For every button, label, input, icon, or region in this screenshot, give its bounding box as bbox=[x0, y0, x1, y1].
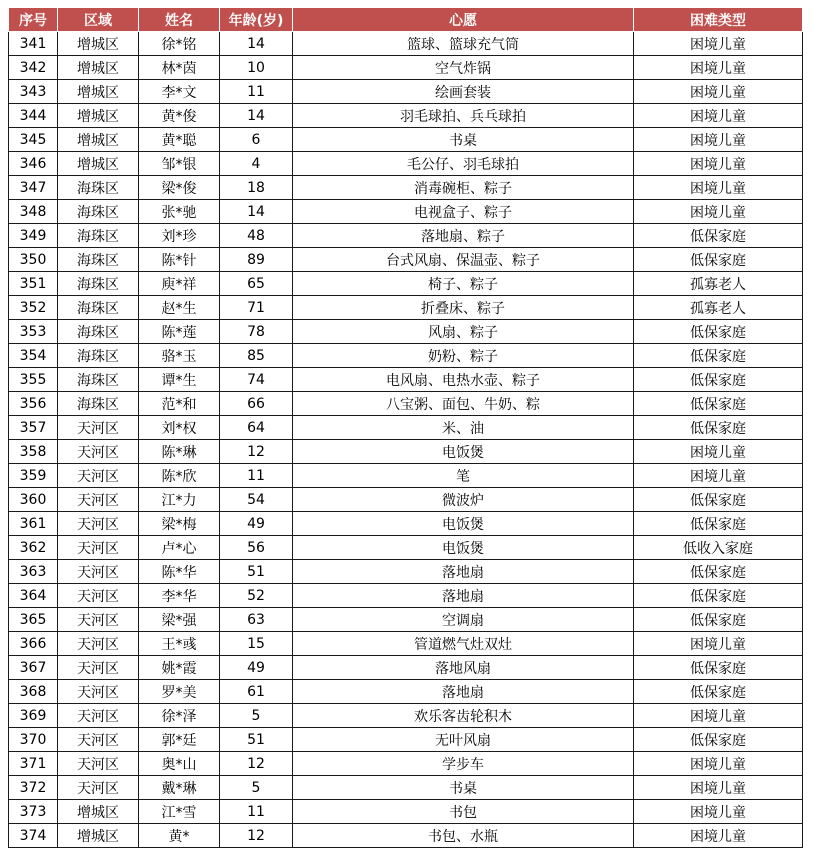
district-cell: 天河区 bbox=[58, 416, 139, 440]
age-cell: 64 bbox=[220, 416, 293, 440]
name-cell: 陈*针 bbox=[139, 248, 220, 272]
wish-cell: 消毒碗柜、粽子 bbox=[293, 176, 634, 200]
district-cell: 海珠区 bbox=[58, 224, 139, 248]
name-cell: 邹*银 bbox=[139, 152, 220, 176]
hardship-type-cell: 困境儿童 bbox=[634, 704, 803, 728]
hardship-type-cell: 困境儿童 bbox=[634, 632, 803, 656]
age-cell: 78 bbox=[220, 320, 293, 344]
wish-cell: 八宝粥、面包、牛奶、粽 bbox=[293, 392, 634, 416]
district-cell: 天河区 bbox=[58, 728, 139, 752]
district-cell: 增城区 bbox=[58, 32, 139, 56]
hardship-type-cell: 困境儿童 bbox=[634, 104, 803, 128]
name-cell: 赵*生 bbox=[139, 296, 220, 320]
table-row bbox=[9, 416, 803, 440]
wish-cell: 篮球、篮球充气筒 bbox=[293, 32, 634, 56]
table-row bbox=[9, 464, 803, 488]
hardship-type-cell: 困境儿童 bbox=[634, 464, 803, 488]
age-cell: 12 bbox=[220, 752, 293, 776]
hardship-type-cell: 低保家庭 bbox=[634, 368, 803, 392]
hardship-type-cell: 困境儿童 bbox=[634, 824, 803, 848]
table-row bbox=[9, 296, 803, 320]
id-cell: 368 bbox=[9, 680, 58, 704]
hardship-type-cell: 低保家庭 bbox=[634, 392, 803, 416]
wish-cell: 电饭煲 bbox=[293, 440, 634, 464]
name-cell: 庾*祥 bbox=[139, 272, 220, 296]
hardship-type-cell: 困境儿童 bbox=[634, 176, 803, 200]
hardship-type-cell: 低保家庭 bbox=[634, 320, 803, 344]
id-cell: 348 bbox=[9, 200, 58, 224]
table-row bbox=[9, 704, 803, 728]
age-cell: 15 bbox=[220, 632, 293, 656]
name-cell: 徐*铭 bbox=[139, 32, 220, 56]
age-cell: 89 bbox=[220, 248, 293, 272]
id-cell: 350 bbox=[9, 248, 58, 272]
id-cell: 366 bbox=[9, 632, 58, 656]
name-cell: 刘*珍 bbox=[139, 224, 220, 248]
wish-cell: 米、油 bbox=[293, 416, 634, 440]
district-cell: 天河区 bbox=[58, 608, 139, 632]
age-cell: 12 bbox=[220, 824, 293, 848]
wish-cell: 落地扇 bbox=[293, 680, 634, 704]
district-cell: 增城区 bbox=[58, 800, 139, 824]
name-cell: 罗*美 bbox=[139, 680, 220, 704]
age-cell: 10 bbox=[220, 56, 293, 80]
wish-cell: 落地风扇 bbox=[293, 656, 634, 680]
district-cell: 天河区 bbox=[58, 560, 139, 584]
wish-cell: 奶粉、粽子 bbox=[293, 344, 634, 368]
wish-cell: 台式风扇、保温壶、粽子 bbox=[293, 248, 634, 272]
table-row bbox=[9, 128, 803, 152]
age-cell: 11 bbox=[220, 464, 293, 488]
hardship-type-cell: 困境儿童 bbox=[634, 440, 803, 464]
district-cell: 天河区 bbox=[58, 632, 139, 656]
id-cell: 369 bbox=[9, 704, 58, 728]
table-row bbox=[9, 656, 803, 680]
district-cell: 天河区 bbox=[58, 512, 139, 536]
age-cell: 85 bbox=[220, 344, 293, 368]
id-cell: 363 bbox=[9, 560, 58, 584]
table-row bbox=[9, 80, 803, 104]
name-cell: 郭*廷 bbox=[139, 728, 220, 752]
wish-cell: 羽毛球拍、兵乓球拍 bbox=[293, 104, 634, 128]
table-row bbox=[9, 488, 803, 512]
hardship-type-cell: 低保家庭 bbox=[634, 488, 803, 512]
table-row bbox=[9, 752, 803, 776]
district-cell: 天河区 bbox=[58, 488, 139, 512]
id-cell: 365 bbox=[9, 608, 58, 632]
district-cell: 增城区 bbox=[58, 824, 139, 848]
id-cell: 351 bbox=[9, 272, 58, 296]
wish-cell: 椅子、粽子 bbox=[293, 272, 634, 296]
name-cell: 刘*权 bbox=[139, 416, 220, 440]
age-cell: 14 bbox=[220, 200, 293, 224]
table-row bbox=[9, 200, 803, 224]
hardship-type-cell: 低保家庭 bbox=[634, 560, 803, 584]
table-row bbox=[9, 824, 803, 848]
name-cell: 李*文 bbox=[139, 80, 220, 104]
table-row bbox=[9, 512, 803, 536]
wish-cell: 笔 bbox=[293, 464, 634, 488]
age-cell: 51 bbox=[220, 560, 293, 584]
name-cell: 陈*华 bbox=[139, 560, 220, 584]
wish-cell: 电视盒子、粽子 bbox=[293, 200, 634, 224]
age-cell: 54 bbox=[220, 488, 293, 512]
age-cell: 11 bbox=[220, 800, 293, 824]
table-row bbox=[9, 152, 803, 176]
id-cell: 373 bbox=[9, 800, 58, 824]
district-cell: 海珠区 bbox=[58, 200, 139, 224]
header-row bbox=[9, 8, 803, 32]
district-cell: 天河区 bbox=[58, 440, 139, 464]
hardship-type-cell: 困境儿童 bbox=[634, 752, 803, 776]
table-row bbox=[9, 224, 803, 248]
district-cell: 海珠区 bbox=[58, 248, 139, 272]
id-cell: 362 bbox=[9, 536, 58, 560]
hardship-type-cell: 困境儿童 bbox=[634, 152, 803, 176]
age-cell: 52 bbox=[220, 584, 293, 608]
table-row bbox=[9, 176, 803, 200]
district-cell: 天河区 bbox=[58, 536, 139, 560]
table-row bbox=[9, 248, 803, 272]
id-cell: 356 bbox=[9, 392, 58, 416]
wish-cell: 毛公仔、羽毛球拍 bbox=[293, 152, 634, 176]
table-row bbox=[9, 104, 803, 128]
age-cell: 14 bbox=[220, 104, 293, 128]
wish-cell: 落地扇 bbox=[293, 560, 634, 584]
header-cell-district: 区域 bbox=[58, 8, 139, 32]
district-cell: 增城区 bbox=[58, 80, 139, 104]
age-cell: 65 bbox=[220, 272, 293, 296]
table-row bbox=[9, 800, 803, 824]
age-cell: 11 bbox=[220, 80, 293, 104]
district-cell: 海珠区 bbox=[58, 392, 139, 416]
age-cell: 61 bbox=[220, 680, 293, 704]
table-row bbox=[9, 776, 803, 800]
name-cell: 范*和 bbox=[139, 392, 220, 416]
id-cell: 367 bbox=[9, 656, 58, 680]
age-cell: 14 bbox=[220, 32, 293, 56]
hardship-type-cell: 低保家庭 bbox=[634, 248, 803, 272]
table-row bbox=[9, 56, 803, 80]
district-cell: 天河区 bbox=[58, 704, 139, 728]
id-cell: 353 bbox=[9, 320, 58, 344]
id-cell: 352 bbox=[9, 296, 58, 320]
name-cell: 奥*山 bbox=[139, 752, 220, 776]
name-cell: 陈*欣 bbox=[139, 464, 220, 488]
table-body bbox=[9, 32, 803, 848]
id-cell: 361 bbox=[9, 512, 58, 536]
district-cell: 增城区 bbox=[58, 128, 139, 152]
wish-cell: 风扇、粽子 bbox=[293, 320, 634, 344]
name-cell: 王*彧 bbox=[139, 632, 220, 656]
hardship-type-cell: 困境儿童 bbox=[634, 80, 803, 104]
age-cell: 71 bbox=[220, 296, 293, 320]
age-cell: 74 bbox=[220, 368, 293, 392]
table-row bbox=[9, 440, 803, 464]
table-row bbox=[9, 680, 803, 704]
age-cell: 6 bbox=[220, 128, 293, 152]
table-row bbox=[9, 584, 803, 608]
hardship-type-cell: 低保家庭 bbox=[634, 512, 803, 536]
table-row bbox=[9, 536, 803, 560]
wish-cell: 电风扇、电热水壶、粽子 bbox=[293, 368, 634, 392]
id-cell: 357 bbox=[9, 416, 58, 440]
id-cell: 346 bbox=[9, 152, 58, 176]
id-cell: 344 bbox=[9, 104, 58, 128]
hardship-type-cell: 孤寡老人 bbox=[634, 296, 803, 320]
age-cell: 5 bbox=[220, 704, 293, 728]
hardship-type-cell: 低保家庭 bbox=[634, 416, 803, 440]
wish-cell: 欢乐客齿轮积木 bbox=[293, 704, 634, 728]
header-cell-age: 年龄(岁) bbox=[220, 8, 293, 32]
name-cell: 张*驰 bbox=[139, 200, 220, 224]
header-cell-wish: 心愿 bbox=[293, 8, 634, 32]
wish-cell: 空气炸锅 bbox=[293, 56, 634, 80]
table-row bbox=[9, 608, 803, 632]
district-cell: 天河区 bbox=[58, 584, 139, 608]
district-cell: 天河区 bbox=[58, 680, 139, 704]
id-cell: 372 bbox=[9, 776, 58, 800]
name-cell: 黄*聪 bbox=[139, 128, 220, 152]
district-cell: 增城区 bbox=[58, 56, 139, 80]
wish-cell: 电饭煲 bbox=[293, 536, 634, 560]
name-cell: 梁*梅 bbox=[139, 512, 220, 536]
hardship-type-cell: 低保家庭 bbox=[634, 608, 803, 632]
id-cell: 347 bbox=[9, 176, 58, 200]
hardship-type-cell: 低保家庭 bbox=[634, 584, 803, 608]
table-row bbox=[9, 560, 803, 584]
id-cell: 341 bbox=[9, 32, 58, 56]
wish-cell: 学步车 bbox=[293, 752, 634, 776]
district-cell: 天河区 bbox=[58, 464, 139, 488]
hardship-type-cell: 低保家庭 bbox=[634, 680, 803, 704]
age-cell: 51 bbox=[220, 728, 293, 752]
id-cell: 374 bbox=[9, 824, 58, 848]
age-cell: 56 bbox=[220, 536, 293, 560]
id-cell: 364 bbox=[9, 584, 58, 608]
district-cell: 海珠区 bbox=[58, 296, 139, 320]
name-cell: 陈*琳 bbox=[139, 440, 220, 464]
id-cell: 371 bbox=[9, 752, 58, 776]
name-cell: 卢*心 bbox=[139, 536, 220, 560]
wish-cell: 微波炉 bbox=[293, 488, 634, 512]
age-cell: 4 bbox=[220, 152, 293, 176]
id-cell: 354 bbox=[9, 344, 58, 368]
district-cell: 天河区 bbox=[58, 752, 139, 776]
table-row bbox=[9, 320, 803, 344]
district-cell: 增城区 bbox=[58, 104, 139, 128]
id-cell: 349 bbox=[9, 224, 58, 248]
table-row bbox=[9, 368, 803, 392]
id-cell: 370 bbox=[9, 728, 58, 752]
age-cell: 18 bbox=[220, 176, 293, 200]
name-cell: 谭*生 bbox=[139, 368, 220, 392]
id-cell: 359 bbox=[9, 464, 58, 488]
wish-cell: 管道燃气灶双灶 bbox=[293, 632, 634, 656]
wish-cell: 折叠床、粽子 bbox=[293, 296, 634, 320]
district-cell: 海珠区 bbox=[58, 368, 139, 392]
wish-cell: 落地扇 bbox=[293, 584, 634, 608]
header-cell-name: 姓名 bbox=[139, 8, 220, 32]
district-cell: 海珠区 bbox=[58, 344, 139, 368]
wish-cell: 书桌 bbox=[293, 776, 634, 800]
hardship-type-cell: 困境儿童 bbox=[634, 32, 803, 56]
age-cell: 12 bbox=[220, 440, 293, 464]
table-row bbox=[9, 32, 803, 56]
district-cell: 海珠区 bbox=[58, 176, 139, 200]
age-cell: 48 bbox=[220, 224, 293, 248]
wish-cell: 空调扇 bbox=[293, 608, 634, 632]
name-cell: 黄*俊 bbox=[139, 104, 220, 128]
wish-cell: 书桌 bbox=[293, 128, 634, 152]
id-cell: 358 bbox=[9, 440, 58, 464]
wish-cell: 无叶风扇 bbox=[293, 728, 634, 752]
table-row bbox=[9, 632, 803, 656]
header-cell-hardship-type: 困难类型 bbox=[634, 8, 803, 32]
header-cell-id: 序号 bbox=[9, 8, 58, 32]
age-cell: 63 bbox=[220, 608, 293, 632]
age-cell: 49 bbox=[220, 656, 293, 680]
id-cell: 345 bbox=[9, 128, 58, 152]
wish-cell: 电饭煲 bbox=[293, 512, 634, 536]
hardship-type-cell: 低保家庭 bbox=[634, 728, 803, 752]
name-cell: 梁*俊 bbox=[139, 176, 220, 200]
wish-cell: 落地扇、粽子 bbox=[293, 224, 634, 248]
name-cell: 李*华 bbox=[139, 584, 220, 608]
district-cell: 天河区 bbox=[58, 776, 139, 800]
hardship-type-cell: 困境儿童 bbox=[634, 56, 803, 80]
hardship-type-cell: 低保家庭 bbox=[634, 656, 803, 680]
district-cell: 增城区 bbox=[58, 152, 139, 176]
name-cell: 黄* bbox=[139, 824, 220, 848]
name-cell: 徐*泽 bbox=[139, 704, 220, 728]
table-row bbox=[9, 392, 803, 416]
name-cell: 戴*琳 bbox=[139, 776, 220, 800]
hardship-type-cell: 低保家庭 bbox=[634, 224, 803, 248]
id-cell: 342 bbox=[9, 56, 58, 80]
hardship-type-cell: 困境儿童 bbox=[634, 800, 803, 824]
hardship-type-cell: 困境儿童 bbox=[634, 200, 803, 224]
hardship-type-cell: 困境儿童 bbox=[634, 128, 803, 152]
table-row bbox=[9, 272, 803, 296]
table-row bbox=[9, 728, 803, 752]
name-cell: 骆*玉 bbox=[139, 344, 220, 368]
table-row bbox=[9, 344, 803, 368]
age-cell: 66 bbox=[220, 392, 293, 416]
id-cell: 343 bbox=[9, 80, 58, 104]
name-cell: 江*力 bbox=[139, 488, 220, 512]
wish-list-table bbox=[8, 7, 803, 848]
age-cell: 49 bbox=[220, 512, 293, 536]
name-cell: 姚*霞 bbox=[139, 656, 220, 680]
name-cell: 梁*强 bbox=[139, 608, 220, 632]
name-cell: 林*茵 bbox=[139, 56, 220, 80]
id-cell: 355 bbox=[9, 368, 58, 392]
district-cell: 天河区 bbox=[58, 656, 139, 680]
hardship-type-cell: 低收入家庭 bbox=[634, 536, 803, 560]
district-cell: 海珠区 bbox=[58, 272, 139, 296]
hardship-type-cell: 孤寡老人 bbox=[634, 272, 803, 296]
wish-cell: 绘画套装 bbox=[293, 80, 634, 104]
age-cell: 5 bbox=[220, 776, 293, 800]
name-cell: 陈*莲 bbox=[139, 320, 220, 344]
wish-cell: 书包 bbox=[293, 800, 634, 824]
district-cell: 海珠区 bbox=[58, 320, 139, 344]
hardship-type-cell: 低保家庭 bbox=[634, 344, 803, 368]
name-cell: 江*雪 bbox=[139, 800, 220, 824]
hardship-type-cell: 困境儿童 bbox=[634, 776, 803, 800]
id-cell: 360 bbox=[9, 488, 58, 512]
wish-cell: 书包、水瓶 bbox=[293, 824, 634, 848]
